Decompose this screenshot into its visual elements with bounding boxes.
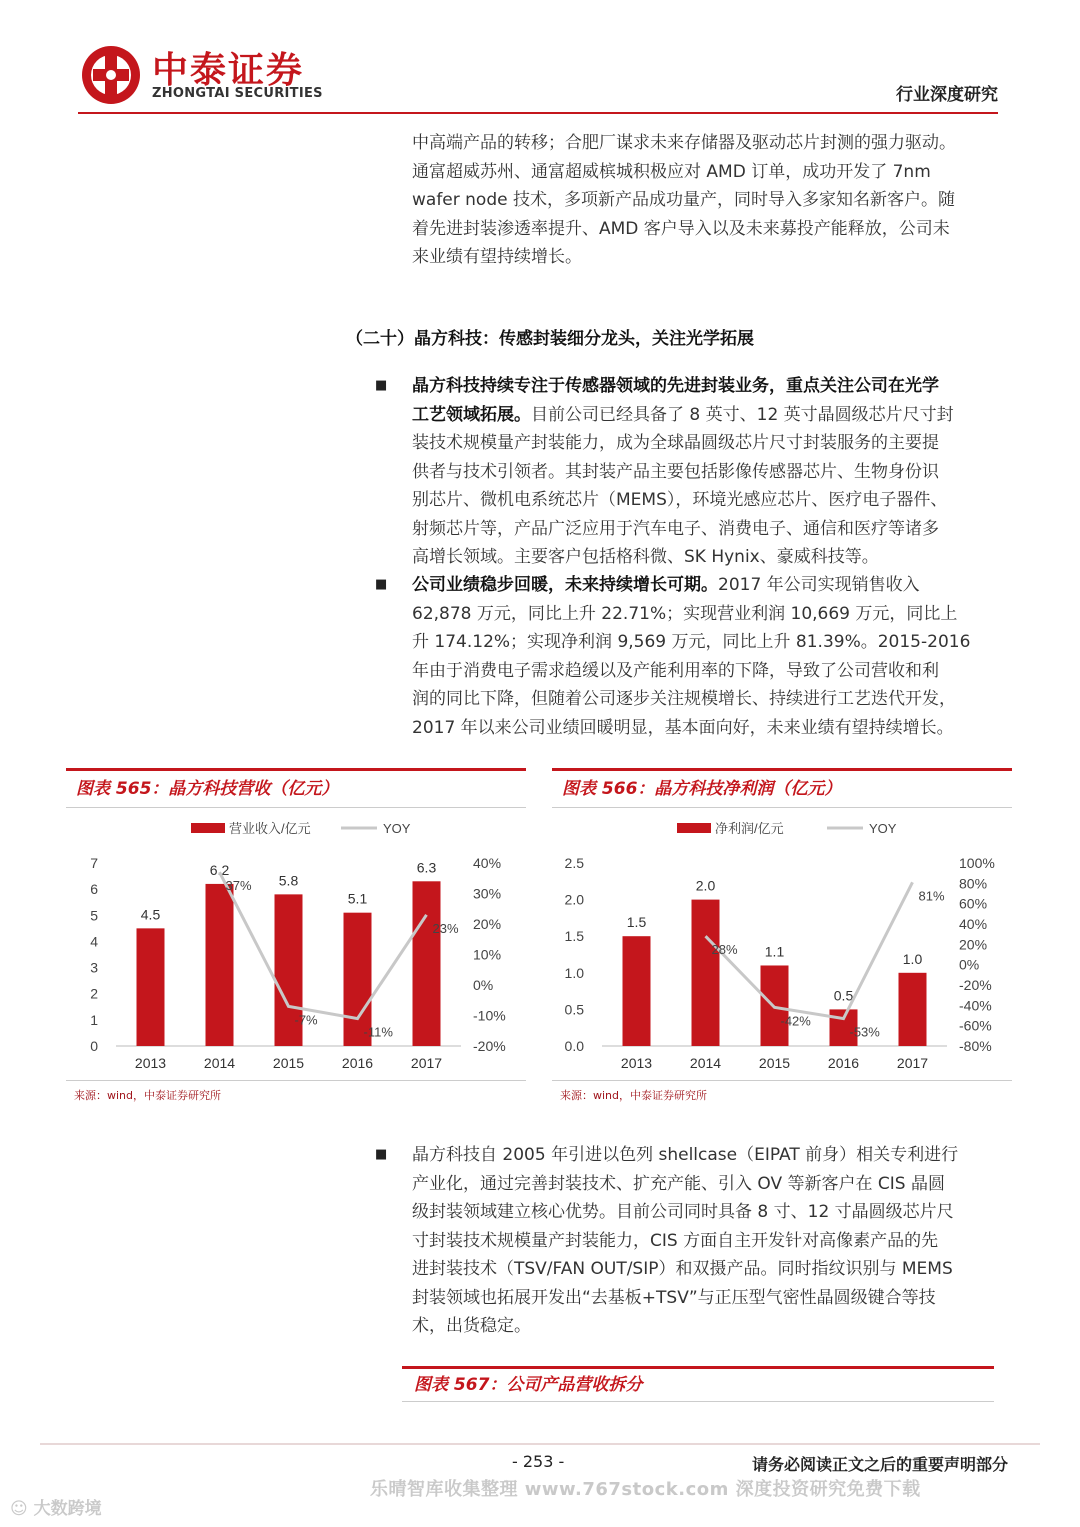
y-tick-label: 7 (90, 855, 98, 871)
bar-value-label: 1.1 (764, 943, 785, 960)
y-tick-label: 0.0 (564, 1038, 584, 1054)
footer-divider (40, 1443, 1040, 1445)
y-tick-label: 1.5 (564, 928, 584, 945)
intro-paragraph (412, 129, 1004, 272)
text-line: 供者与技术引领者。其封装产品主要包括影像传感器芯片、生物身份识 (412, 461, 939, 482)
yoy-value-label: 37% (225, 878, 252, 894)
bar-value-label: 2.0 (695, 877, 716, 894)
bullet-paragraph-2 (412, 571, 1004, 742)
report-type-label: 行业深度研究 (896, 85, 998, 105)
text-line: 封装领域也拓展开发出“去基板+TSV”与正压型气密性晶圆级键合等技 (412, 1287, 936, 1308)
text-line: 中高端产品的转移；合肥厂谋求未来存储器及驱动芯片封测的强力驱动。 (412, 133, 956, 153)
table-caption: 图表 567：公司产品营收拆分 (402, 1366, 994, 1402)
text-line: 62,878 万元，同比上升 22.71%；实现营业利润 10,669 万元，同比上 (412, 603, 958, 624)
y2-tick-label: 0% (473, 977, 494, 993)
y2-tick-label: 80% (959, 875, 988, 892)
yoy-value-label: -42% (780, 1013, 811, 1029)
y2-tick-label: 20% (959, 936, 988, 953)
y-tick-label: 1.0 (564, 964, 584, 981)
yoy-value-label: 28% (711, 942, 738, 958)
bullet-lead-text: 工艺领域拓展。 (412, 404, 531, 425)
text-line: 术，出货稳定。 (412, 1316, 531, 1336)
text-line: wafer node 技术，多项新产品成功量产，同时导入多家知名新客户。随 (412, 190, 955, 210)
bullet-lead-text: 公司业绩稳步回暖，未来持续增长可期。 (412, 575, 718, 595)
bar-value-label: 6.3 (416, 859, 437, 876)
y2-tick-label: 60% (959, 895, 988, 912)
yoy-value-label: -53% (849, 1024, 880, 1040)
wechat-watermark (10, 1494, 102, 1519)
chart-panel-revenue (66, 768, 526, 1103)
y2-tick-label: 20% (473, 916, 502, 932)
bar-value-label: 6.2 (209, 861, 230, 878)
y-tick-label: 1 (90, 1011, 98, 1028)
text-line: 来业绩有望持续增长。 (412, 247, 582, 267)
text-line: 2017 年以来公司业绩回暖明显，基本面向好，未来业绩有望持续增长。 (412, 717, 954, 738)
yoy-line (220, 872, 427, 1018)
text-line: 级封装领域建立核心优势。目前公司同时具备 8 寸、12 寸晶圆级芯片尺 (412, 1202, 954, 1222)
text-line: 着先进封装渗透率提升、AMD 客户导入以及未来募投产能释放，公司未 (412, 218, 950, 239)
y-tick-label: 2.0 (564, 891, 584, 908)
bar (137, 928, 165, 1046)
yoy-value-label: -11% (363, 1024, 393, 1040)
x-tick-label: 2016 (341, 1055, 374, 1071)
x-tick-label: 2016 (827, 1055, 860, 1071)
y-tick-label: 5 (90, 907, 98, 924)
y2-tick-label: -10% (473, 1007, 506, 1024)
y-tick-label: 6 (90, 881, 98, 898)
x-tick-label: 2014 (203, 1055, 236, 1071)
x-tick-label: 2013 (620, 1055, 653, 1071)
bar (206, 884, 234, 1046)
x-tick-label: 2014 (689, 1055, 722, 1071)
x-tick-label: 2017 (410, 1055, 443, 1071)
bullet-marker: ■ (375, 1147, 388, 1162)
section-heading: （二十）晶方科技：传感封装细分龙头，关注光学拓展 (346, 329, 754, 349)
logo-chinese-name: 中泰证券 (152, 50, 305, 91)
watermark-text: 乐晴智库收集整理 www.767stock.com 深度投资研究免费下载 (370, 1479, 921, 1500)
bar-value-label: 0.5 (833, 987, 854, 1004)
header-divider (78, 112, 998, 114)
chart-title: 图表 565：晶方科技营收（亿元） (66, 768, 526, 808)
bar (413, 881, 441, 1046)
bullet-paragraph-3 (412, 1141, 1004, 1341)
bar (899, 973, 927, 1046)
legend-label: 营业收入/亿元 (229, 821, 311, 836)
text-line: 晶方科技自 2005 年引进以色列 shellcase（EIPAT 前身）相关专利进行 (412, 1145, 959, 1165)
y-tick-label: 0 (90, 1038, 98, 1054)
y2-tick-label: -20% (473, 1038, 506, 1054)
y2-tick-label: -20% (959, 977, 992, 993)
y2-tick-label: 30% (473, 885, 502, 902)
net-profit-chart (552, 808, 1012, 1076)
y2-tick-label: -60% (959, 1017, 992, 1034)
company-logo-icon (80, 44, 142, 106)
text-line: 射频芯片等，产品广泛应用于汽车电子、消费电子、通信和医疗等诸多 (412, 518, 939, 539)
text-line: 润的同比下降，但随着公司逐步关注规模增长、持续进行工艺迭代开发， (412, 689, 956, 709)
text-line: 产业化，通过完善封装技术、扩充产能、引入 OV 等新客户在 CIS 晶圆 (412, 1173, 946, 1194)
text-line: 高增长领域。主要客户包括格科微、SK Hynix、豪威科技等。 (412, 547, 879, 567)
legend-label: YOY (869, 821, 897, 836)
legend-swatch-bar (191, 823, 225, 833)
y2-tick-label: -40% (959, 997, 992, 1014)
bullet-marker: ■ (375, 378, 388, 393)
bar (692, 900, 720, 1046)
bullet-marker: ■ (375, 577, 388, 592)
y2-tick-label: 10% (473, 946, 502, 963)
text-line: 寸封装技术规模量产封装能力，CIS 方面自主开发针对高像素产品的先 (412, 1230, 939, 1251)
x-tick-label: 2015 (272, 1055, 305, 1071)
text-line: 别芯片、微机电系统芯片（MEMS），环境光感应芯片、医疗电子器件、 (412, 490, 948, 510)
yoy-value-label: 81% (918, 888, 945, 904)
text-line: 年由于消费电子需求趋缓以及产能利用率的下降，导致了公司营收和利 (412, 660, 939, 681)
y-tick-label: 2 (90, 985, 98, 1002)
y2-tick-label: 40% (959, 916, 988, 932)
y2-tick-label: 0% (959, 956, 980, 973)
chart-panel-net-profit (552, 768, 1012, 1103)
text-line: 装技术规模量产封装能力，成为全球晶圆级芯片尺寸封装服务的主要提 (412, 433, 939, 453)
text-line: 升 174.12%；实现净利润 9,569 万元，同比上升 81.39%。2015-2016 (412, 632, 971, 652)
y2-tick-label: 40% (473, 855, 502, 871)
x-tick-label: 2013 (134, 1055, 167, 1071)
legend-label: YOY (383, 821, 411, 836)
bullet-lead-text: 晶方科技持续专注于传感器领域的先进封装业务，重点关注公司在光学 (412, 376, 939, 396)
chart-source: 来源：wind，中泰证券研究所 (560, 1089, 708, 1102)
bar-value-label: 1.0 (902, 950, 923, 967)
yoy-value-label: 23% (432, 920, 459, 936)
chart-title: 图表 566：晶方科技净利润（亿元） (552, 768, 1012, 808)
y2-tick-label: -80% (959, 1038, 992, 1054)
x-tick-label: 2015 (758, 1055, 791, 1071)
legend-swatch-bar (677, 823, 711, 833)
bullet-paragraph-1 (412, 372, 1004, 572)
wechat-icon: ☺ (10, 1499, 28, 1519)
bar-value-label: 5.1 (347, 890, 368, 907)
chart-source: 来源：wind，中泰证券研究所 (74, 1089, 222, 1102)
yoy-value-label: -7% (294, 1012, 318, 1028)
bar-value-label: 5.8 (278, 872, 299, 889)
disclaimer-note: 请务必阅读正文之后的重要声明部分 (751, 1455, 1008, 1474)
y2-tick-label: 100% (959, 855, 995, 871)
bar (623, 936, 651, 1046)
legend-label: 净利润/亿元 (715, 821, 784, 836)
revenue-chart (66, 808, 526, 1076)
y-tick-label: 3 (90, 959, 98, 976)
bar-value-label: 1.5 (626, 914, 647, 931)
y-tick-label: 2.5 (564, 855, 584, 871)
text-segment: 2017 年公司实现销售收入 (718, 575, 920, 595)
page-number: - 253 - (512, 1452, 565, 1471)
y-tick-label: 0.5 (564, 1001, 584, 1018)
y-tick-label: 4 (90, 933, 98, 950)
bar-value-label: 4.5 (140, 906, 161, 923)
logo-english-name: ZHONGTAI SECURITIES (152, 86, 323, 101)
text-line: 进封装技术（TSV/FAN OUT/SIP）和双摄产品。同时指纹识别与 MEMS (412, 1259, 953, 1279)
text-segment: 目前公司已经具备了 8 英寸、12 英寸晶圆级芯片尺寸封 (531, 404, 954, 425)
x-tick-label: 2017 (896, 1055, 929, 1071)
wechat-watermark-text: 大数跨境 (33, 1499, 102, 1519)
text-line: 通富超威苏州、通富超威槟城积极应对 AMD 订单，成功开发了 7nm (412, 161, 931, 182)
